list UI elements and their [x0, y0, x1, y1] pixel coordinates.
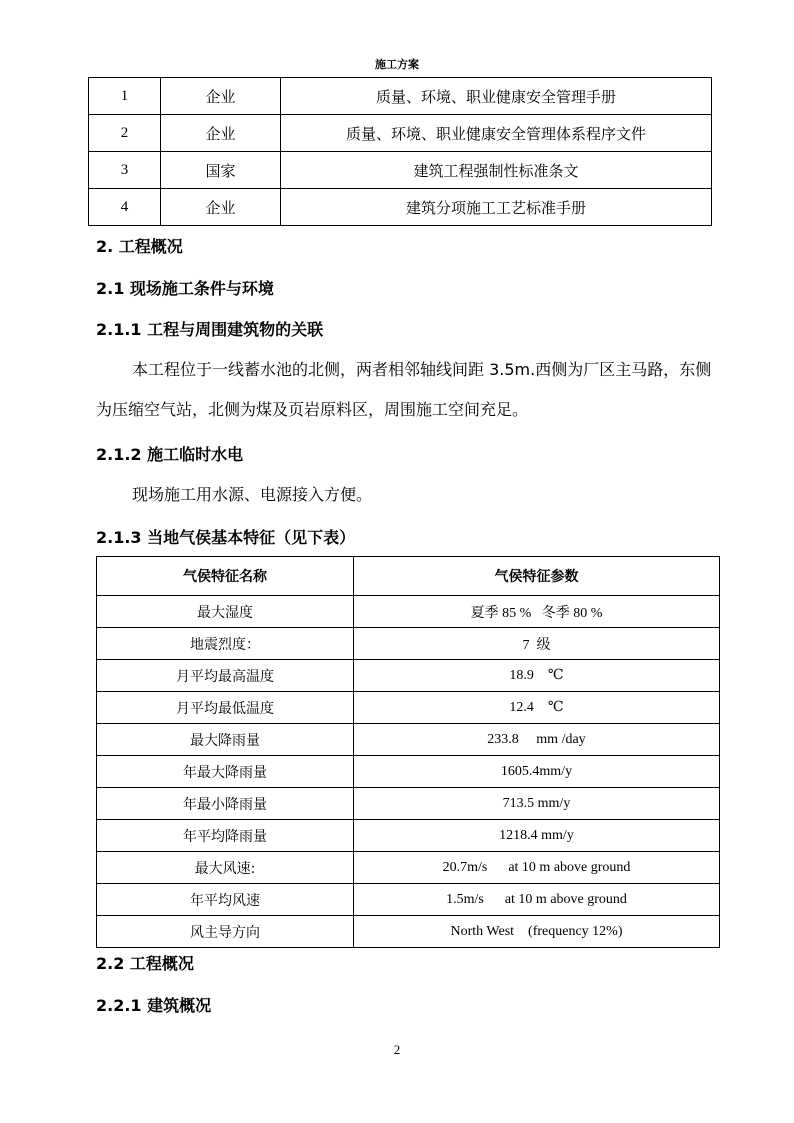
climate-value: 1218.4 mm/y: [354, 820, 720, 852]
table-row: [97, 756, 720, 788]
climate-name: 月平均最低温度: [97, 692, 354, 724]
climate-value: 1605.4mm/y: [354, 756, 720, 788]
section-2-1-2-heading: 2.1.2 施工临时水电: [96, 445, 244, 464]
climate-name: 年最大降雨量: [97, 756, 354, 788]
table-row: [97, 660, 720, 692]
climate-name: 最大降雨量: [97, 724, 354, 756]
section-2-1-1-heading: 2.1.1 工程与周围建筑物的关联: [96, 320, 324, 339]
section-2-1-2-body: 现场施工用水源、电源接入方便。: [132, 485, 373, 504]
row-document-name: 建筑分项施工工艺标准手册: [281, 189, 712, 226]
climate-value: 233.8 mm /day: [354, 724, 720, 756]
page-header: 施工方案: [375, 58, 419, 71]
climate-table: [96, 556, 720, 948]
table-row: [97, 788, 720, 820]
row-number: 1: [89, 78, 161, 115]
climate-value: 18.9 ℃: [354, 660, 720, 692]
table-row: [89, 115, 712, 152]
climate-name: 年平均降雨量: [97, 820, 354, 852]
table-row: [97, 724, 720, 756]
row-document-name: 建筑工程强制性标准条文: [281, 152, 712, 189]
table-row: [97, 596, 720, 628]
row-number: 3: [89, 152, 161, 189]
climate-name: 年平均风速: [97, 884, 354, 916]
climate-value: 7 级: [354, 628, 720, 660]
section-2-2-1-heading: 2.2.1 建筑概况: [96, 996, 212, 1015]
column-header-name: 气侯特征名称: [97, 557, 354, 596]
row-document-name: 质量、环境、职业健康安全管理手册: [281, 78, 712, 115]
page-number: 2: [393, 1042, 401, 1057]
climate-name: 最大湿度: [97, 596, 354, 628]
table-row: [97, 692, 720, 724]
climate-value: 12.4 ℃: [354, 692, 720, 724]
climate-value: 713.5 mm/y: [354, 788, 720, 820]
section-2-1-1-body: 本工程位于一线蓄水池的北侧，两者相邻轴线间距 3.5m.西侧为厂区主马路，东侧为压缩空气站，北侧为煤及页岩原料区，周围施工空间充足。: [96, 360, 712, 419]
climate-value: 1.5m/s at 10 m above ground: [354, 884, 720, 916]
table-row: [97, 820, 720, 852]
row-number: 2: [89, 115, 161, 152]
table-row: [97, 852, 720, 884]
section-2-2-heading: 2.2 工程概况: [96, 954, 194, 973]
climate-name: 地震烈度：: [97, 628, 354, 660]
table-row: [97, 628, 720, 660]
climate-name: 风主导方向: [97, 916, 354, 948]
climate-value: 20.7m/s at 10 m above ground: [354, 852, 720, 884]
table-row: [89, 152, 712, 189]
row-level: 企业: [161, 78, 281, 115]
row-level: 国家: [161, 152, 281, 189]
climate-name: 最大风速:: [97, 852, 354, 884]
climate-value: North West (frequency 12%): [354, 916, 720, 948]
climate-name: 年最小降雨量: [97, 788, 354, 820]
table-row: [89, 78, 712, 115]
column-header-value: 气侯特征参数: [354, 557, 720, 596]
table-row: [97, 884, 720, 916]
row-number: 4: [89, 189, 161, 226]
section-2-heading: 2. 工程概况: [96, 237, 183, 256]
row-level: 企业: [161, 115, 281, 152]
row-level: 企业: [161, 189, 281, 226]
climate-name: 月平均最高温度: [97, 660, 354, 692]
section-2-1-heading: 2.1 现场施工条件与环境: [96, 279, 274, 298]
table-header-row: [97, 557, 720, 596]
reference-table: [88, 77, 712, 226]
climate-value: 夏季 85 % 冬季 80 %: [354, 596, 720, 628]
table-row: [97, 916, 720, 948]
section-2-1-3-heading: 2.1.3 当地气侯基本特征（见下表）: [96, 528, 356, 547]
table-row: [89, 189, 712, 226]
row-document-name: 质量、环境、职业健康安全管理体系程序文件: [281, 115, 712, 152]
